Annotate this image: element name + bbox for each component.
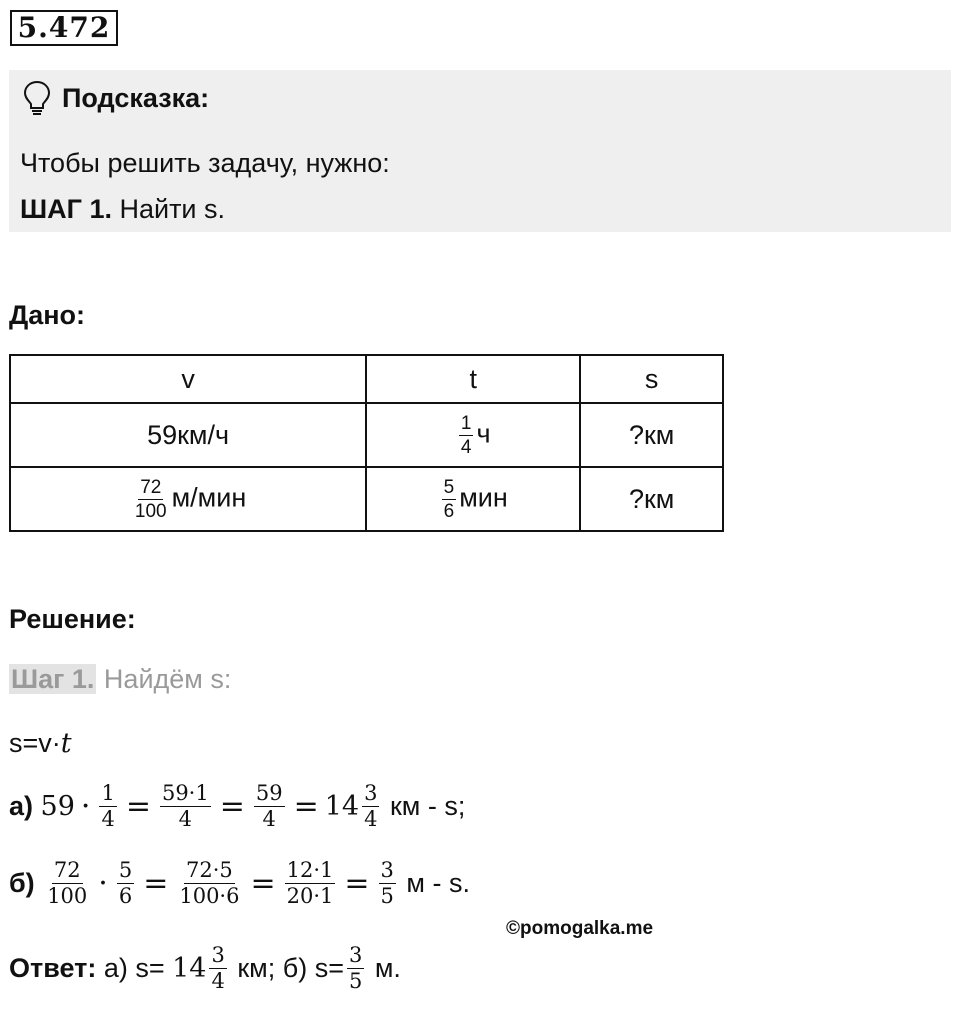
solution-step-line xyxy=(9,664,231,695)
table-row xyxy=(10,403,723,467)
hint-step xyxy=(20,194,225,225)
equation-a-frac3: $\frac{59}{4}$ xyxy=(255,781,283,831)
answer-line xyxy=(9,945,401,992)
equation-a-dot: · xyxy=(80,789,91,824)
equation-a-label: а) xyxy=(9,791,34,821)
answer-frac1: $\frac{3}{4}$ xyxy=(211,943,225,993)
row2-t-fraction: $\frac{5}{6}$ xyxy=(443,476,455,522)
header-t: t xyxy=(366,355,580,403)
equation-b-tail: м - s. xyxy=(406,868,470,898)
equation-b-frac2: $\frac{5}{6}$ xyxy=(118,858,133,908)
formula-var: t xyxy=(60,728,72,759)
row2-s: ?км xyxy=(580,467,723,531)
row2-t xyxy=(366,467,580,531)
problem-number: 5.472 xyxy=(10,10,118,46)
table-header-row xyxy=(10,355,723,403)
equation-a-eq2: = xyxy=(219,789,245,824)
equation-a-eq1: = xyxy=(125,789,151,824)
equation-b-eq3: = xyxy=(344,866,370,901)
equation-a-n1: 59 xyxy=(40,791,75,822)
equation-a-whole: 14 xyxy=(324,791,360,822)
equation-b-frac3: $\frac{72\cdot 5}{100\cdot 6}$ xyxy=(179,858,240,908)
solution-step-text: Найдём s: xyxy=(96,664,232,694)
formula-left: s=v· xyxy=(9,728,61,758)
watermark: ©pomogalka.me xyxy=(506,918,654,939)
row1-t-unit: ч xyxy=(476,418,491,449)
solution-step-label: Шаг 1. xyxy=(11,664,95,694)
solution-title: Решение: xyxy=(9,604,136,634)
lightbulb-icon xyxy=(22,80,52,116)
equation-a-frac4: $\frac{3}{4}$ xyxy=(364,781,378,831)
hint-step-text: Найти s. xyxy=(111,194,226,224)
equation-b-label: б) xyxy=(9,868,35,898)
equation-b-frac5: $\frac{3}{5}$ xyxy=(380,858,394,908)
given-table xyxy=(9,354,724,532)
hint-step-label: ШАГ 1. xyxy=(20,194,112,224)
answer-frac2: $\frac{3}{5}$ xyxy=(348,943,363,993)
equation-b-dot: · xyxy=(98,866,108,901)
answer-mid: км; б) s= xyxy=(229,953,344,983)
equation-b-eq2: = xyxy=(250,866,276,901)
header-s: s xyxy=(580,355,723,403)
row2-v-fraction: $\frac{72}{100}$ xyxy=(134,476,167,522)
answer-end: м. xyxy=(367,953,401,983)
equation-b xyxy=(9,860,470,907)
answer-label: Ответ: xyxy=(9,953,97,983)
equation-b-frac4: $\frac{12\cdot 1}{20\cdot 1}$ xyxy=(286,858,334,908)
table-row xyxy=(10,467,723,531)
equation-a xyxy=(9,783,465,830)
row1-t xyxy=(366,403,580,467)
row2-v-unit: м/мин xyxy=(171,482,247,513)
equation-b-frac1: $\frac{72}{100}$ xyxy=(47,858,88,908)
row1-v: 59км/ч xyxy=(10,403,366,467)
answer-whole: 14 xyxy=(172,953,207,984)
equation-a-eq3: = xyxy=(293,789,319,824)
hint-text: Чтобы решить задачу, нужно: xyxy=(20,148,390,178)
answer-part-a: а) s= xyxy=(96,953,173,983)
row2-t-unit: мин xyxy=(459,482,508,513)
equation-a-tail: км - s; xyxy=(389,791,466,821)
distance-formula xyxy=(9,728,72,759)
row2-v xyxy=(10,467,366,531)
hint-title-text: Подсказка: xyxy=(62,82,210,113)
hint-title xyxy=(22,80,209,116)
header-v: v xyxy=(10,355,366,403)
given-title: Дано: xyxy=(9,300,86,330)
row1-s: ?км xyxy=(580,403,723,467)
equation-a-frac2: $\frac{59\cdot 1}{4}$ xyxy=(161,781,209,831)
equation-b-eq1: = xyxy=(143,866,169,901)
row1-t-fraction: $\frac{1}{4}$ xyxy=(460,412,472,458)
equation-a-frac1: $\frac{1}{4}$ xyxy=(101,781,115,831)
